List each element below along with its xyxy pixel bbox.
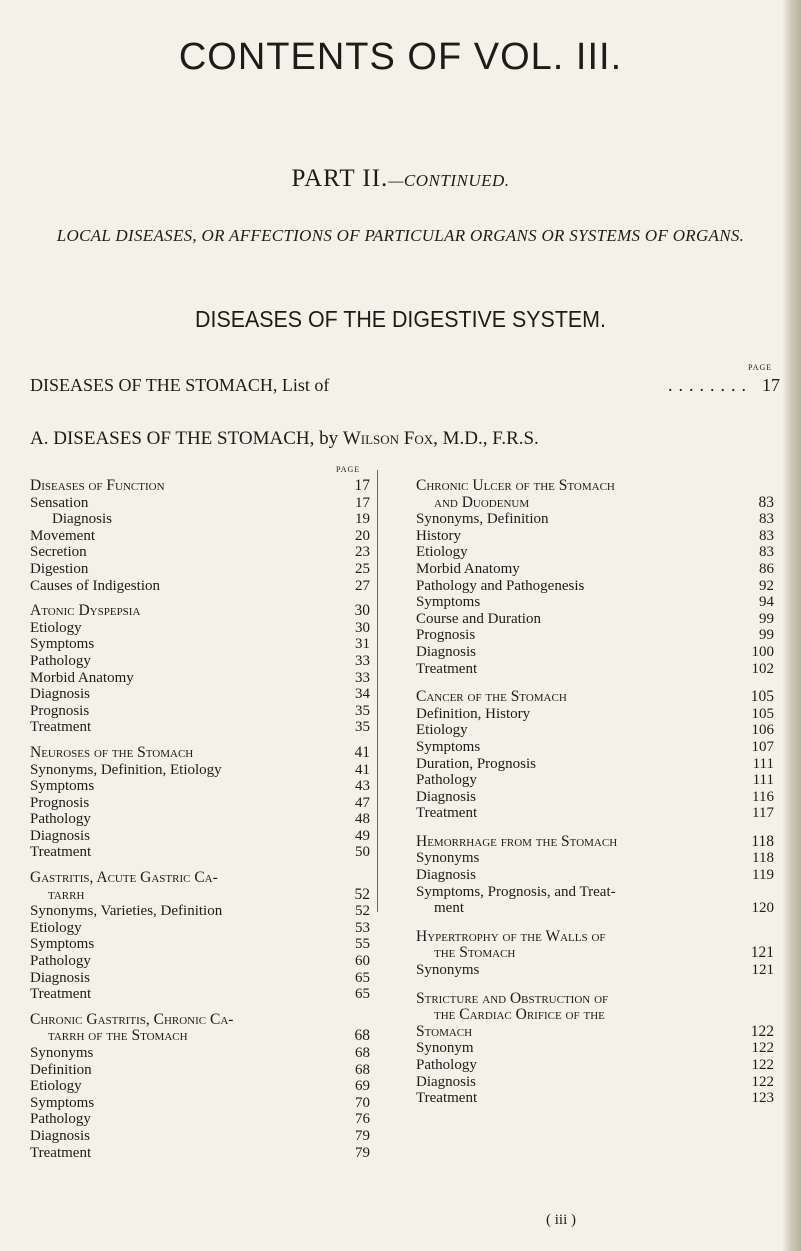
toc-entry-title: Prognosis [30, 702, 90, 719]
toc-entry [30, 1028, 370, 1045]
section-heading: DISEASES OF THE DIGESTIVE SYSTEM. [195, 306, 606, 332]
toc-entry [30, 970, 370, 987]
toc-entry-page: 19 [355, 511, 370, 528]
toc-entry-title: Diagnosis [30, 686, 90, 703]
toc-entry [416, 722, 774, 739]
toc-entry-title: Diagnosis [416, 867, 476, 884]
toc-entry-title: Symptoms [30, 1094, 95, 1111]
toc-entry-title: Stomach [416, 1022, 473, 1040]
toc-entry-page: 106 [751, 722, 774, 739]
toc-entry-title: Synonyms [30, 1045, 94, 1061]
author-line [30, 428, 790, 450]
author-prefix: A. DISEASES OF THE STOMACH, by [30, 428, 339, 449]
toc-entry-title: Treatment [30, 719, 92, 736]
toc-entry-title: Hypertrophy of the Walls of [416, 927, 606, 945]
toc-entry-title: Symptoms, Prognosis, and Treat- [416, 883, 616, 900]
toc-entry [30, 1045, 370, 1062]
toc-entry-page: 79 [355, 1144, 370, 1161]
toc-entry-page: 118 [751, 832, 774, 850]
toc-entry-page: 111 [752, 755, 774, 772]
toc-entry [30, 903, 370, 920]
toc-entry-title: Pathology [30, 652, 91, 669]
toc-entry-title: Prognosis [30, 794, 90, 811]
list-of-line [30, 375, 780, 396]
toc-entry-title: Synonyms, Varieties, Definition [30, 903, 223, 920]
toc-entry-page: 23 [355, 544, 370, 561]
toc-entry [30, 544, 370, 561]
toc-entry [416, 739, 774, 756]
toc-entry-title: Definition [30, 1061, 92, 1078]
toc-entry [30, 1078, 370, 1095]
toc-entry-page: 117 [752, 805, 774, 822]
toc-entry-title: Chronic Gastritis, Chronic Ca- [30, 1010, 234, 1028]
toc-entry-page: 35 [355, 719, 370, 736]
toc-entry [416, 991, 774, 1008]
toc-entry [416, 627, 774, 644]
toc-entry-page: 43 [355, 778, 370, 795]
toc-entry [30, 1111, 370, 1128]
toc-entry [416, 850, 774, 867]
toc-entry-title: History [416, 527, 461, 544]
toc-entry [30, 653, 370, 670]
toc-entry-title: Treatment [30, 1144, 92, 1161]
toc-entry-page: 20 [355, 527, 370, 544]
toc-entry [416, 1007, 774, 1024]
toc-entry-title: Symptoms [416, 594, 481, 611]
toc-entry-title: Stricture and Obstruction of [416, 989, 609, 1007]
toc-entry-title: Etiology [30, 919, 82, 936]
toc-entry-title: Etiology [30, 1078, 82, 1095]
toc-entry-title: Symptoms [30, 636, 95, 653]
toc-entry-page: 70 [355, 1094, 370, 1111]
toc-entry [30, 795, 370, 812]
toc-entry-page: 116 [752, 788, 774, 805]
toc-entry-title: Diagnosis [416, 1073, 476, 1090]
toc-entry-title: Treatment [416, 1090, 478, 1107]
author-name: Wilson Fox [342, 428, 434, 449]
toc-entry-title: Diagnosis [416, 643, 476, 660]
toc-entry-title: Morbid Anatomy [416, 560, 520, 577]
toc-entry-title: Synonym [416, 1040, 474, 1057]
list-of-text: DISEASES OF THE STOMACH, List of [30, 375, 330, 395]
toc-entry [30, 920, 370, 937]
toc-entry-page: 30 [354, 602, 370, 620]
toc-entry [416, 578, 774, 595]
toc-entry [30, 478, 370, 495]
toc-entry-page: 83 [758, 493, 774, 511]
toc-entry-title: Definition, History [416, 705, 531, 722]
column-divider [377, 470, 378, 912]
toc-entry-title: Pathology [416, 1057, 477, 1073]
toc-entry-title: ment [434, 900, 464, 917]
toc-entry [30, 511, 370, 528]
toc-entry [416, 867, 774, 884]
toc-entry [416, 689, 774, 706]
toc-entry [30, 778, 370, 795]
toc-entry [30, 670, 370, 687]
toc-entry [30, 936, 370, 953]
toc-entry-page: 41 [354, 743, 370, 761]
toc-entry-title: Treatment [30, 844, 92, 861]
toc-entry [416, 789, 774, 806]
toc-entry-title: Cancer of the Stomach [416, 688, 567, 706]
toc-entry-page: 99 [759, 627, 774, 644]
toc-entry [30, 636, 370, 653]
toc-entry-title: Pathology [30, 811, 91, 828]
toc-entry [30, 1012, 370, 1029]
toc-entry-title: Pathology and Pathogenesis [416, 577, 585, 594]
toc-entry [30, 603, 370, 620]
toc-entry [416, 478, 774, 495]
toc-entry [416, 945, 774, 962]
toc-entry-page: 35 [355, 702, 370, 719]
toc-entry-page: 120 [751, 900, 774, 917]
toc-entry-title: Prognosis [416, 627, 476, 644]
toc-entry-title: Digestion [30, 560, 89, 577]
toc-entry-page: 53 [355, 919, 370, 936]
toc-entry-title: Symptoms [30, 936, 95, 953]
toc-entry-title: and Duodenum [434, 493, 530, 511]
toc-entry-title: Diagnosis [416, 788, 476, 805]
toc-entry-page: 105 [750, 688, 774, 706]
toc-entry [416, 900, 774, 917]
leader-dots: ........ [668, 375, 752, 395]
toc-entry [416, 594, 774, 611]
right-column [416, 478, 774, 1107]
toc-entry-title: Pathology [30, 953, 91, 970]
toc-entry [30, 811, 370, 828]
toc-entry-title: Atonic Dyspepsia [30, 602, 141, 620]
toc-entry [416, 644, 774, 661]
toc-entry-title: Synonyms, Definition, Etiology [30, 761, 222, 778]
toc-entry-title: Movement [30, 527, 95, 544]
toc-entry-page: 122 [751, 1073, 774, 1090]
toc-entry [416, 1074, 774, 1091]
toc-entry-page: 41 [355, 761, 370, 778]
part-heading [0, 165, 801, 193]
toc-entry-title: Hemorrhage from the Stomach [416, 832, 618, 850]
toc-entry [416, 544, 774, 561]
toc-entry-title: Diseases of Function [30, 477, 165, 494]
toc-entry-page: 27 [355, 577, 370, 594]
toc-entry-page: 79 [355, 1127, 370, 1144]
left-page-column-label: PAGE [336, 465, 361, 474]
toc-entry-title: Treatment [416, 805, 478, 822]
toc-entry-page: 122 [751, 1057, 774, 1073]
toc-entry [30, 703, 370, 720]
toc-entry [416, 706, 774, 723]
toc-entry-page: 92 [759, 577, 774, 594]
toc-entry-title: Synonyms [416, 850, 480, 867]
toc-entry [30, 528, 370, 545]
toc-entry [30, 578, 370, 595]
toc-entry-page: 111 [752, 772, 774, 789]
part-continued: —CONTINUED. [388, 171, 510, 190]
toc-entry-page: 94 [759, 594, 774, 611]
toc-entry [30, 986, 370, 1003]
toc-entry-title: the Stomach [434, 944, 516, 962]
toc-entry [30, 686, 370, 703]
toc-entry [30, 561, 370, 578]
toc-entry-title: Symptoms [30, 778, 95, 795]
toc-entry-title: Diagnosis [52, 511, 112, 528]
list-of-page: 17 [762, 375, 780, 395]
toc-entry-page: 122 [750, 1022, 774, 1040]
toc-entry-title: Etiology [416, 722, 468, 739]
toc-entry [30, 620, 370, 637]
toc-entry-page: 52 [355, 903, 370, 920]
toc-entry-page: 33 [355, 669, 370, 686]
toc-entry-page: 68 [354, 1027, 370, 1045]
toc-entry-title: Treatment [30, 986, 92, 1003]
toc-entry [30, 719, 370, 736]
toc-entry-title: Course and Duration [416, 610, 541, 627]
toc-entry-page: 100 [751, 643, 774, 660]
toc-entry-page: 34 [355, 686, 370, 703]
toc-entry [30, 762, 370, 779]
left-column [30, 478, 370, 1161]
toc-entry-title: Diagnosis [30, 969, 90, 986]
toc-entry [416, 929, 774, 946]
toc-entry-page: 119 [752, 867, 774, 884]
toc-entry-page: 55 [355, 936, 370, 953]
toc-entry-page: 65 [355, 986, 370, 1003]
page-column-label: PAGE [748, 363, 773, 372]
toc-entry-page: 83 [759, 527, 774, 544]
toc-entry-page: 86 [759, 560, 774, 577]
toc-entry [30, 1062, 370, 1079]
toc-entry-page: 102 [751, 660, 774, 677]
part-subtitle: LOCAL DISEASES, OR AFFECTIONS OF PARTICULAR ORGANS OR SYSTEMS OF ORGANS. [56, 226, 745, 245]
toc-entry-page: 68 [355, 1045, 370, 1061]
toc-entry [416, 834, 774, 851]
toc-entry [30, 745, 370, 762]
toc-entry [30, 1128, 370, 1145]
author-suffix: , M.D., F.R.S. [433, 428, 539, 449]
toc-entry-page: 83 [759, 544, 774, 561]
toc-entry-title: the Cardiac Orifice of the [434, 1006, 605, 1024]
toc-entry [30, 953, 370, 970]
toc-entry-page: 107 [751, 738, 774, 755]
toc-entry-title: Etiology [416, 544, 468, 561]
page-title: CONTENTS OF VOL. III. [178, 36, 623, 78]
toc-entry [416, 561, 774, 578]
toc-entry [30, 844, 370, 861]
toc-entry [30, 828, 370, 845]
toc-entry-title: Secretion [30, 544, 87, 561]
toc-entry-page: 25 [355, 560, 370, 577]
toc-entry [416, 528, 774, 545]
toc-entry-page: 76 [355, 1111, 370, 1128]
toc-entry-title: Treatment [416, 660, 478, 677]
toc-entry [30, 1095, 370, 1112]
toc-entry-page: 48 [355, 811, 370, 828]
toc-entry-page: 50 [355, 844, 370, 861]
toc-entry-title: Causes of Indigestion [30, 577, 160, 594]
toc-entry-page: 17 [355, 494, 370, 511]
toc-entry-page: 122 [751, 1040, 774, 1057]
toc-entry-page: 31 [355, 636, 370, 653]
part-label: PART II. [291, 165, 389, 192]
toc-entry [416, 1057, 774, 1074]
toc-entry-title: Neuroses of the Stomach [30, 743, 194, 761]
toc-entry [416, 805, 774, 822]
toc-entry-title: Symptoms [416, 738, 481, 755]
toc-entry-page: 68 [355, 1061, 370, 1078]
toc-entry-title: Diagnosis [30, 827, 90, 844]
toc-entry [30, 870, 370, 887]
toc-entry-title: tarrh [48, 885, 85, 903]
toc-entry [30, 887, 370, 904]
toc-entry-title: Diagnosis [30, 1127, 90, 1144]
toc-entry-page: 60 [355, 953, 370, 970]
toc-entry [416, 495, 774, 512]
toc-entry-title: Chronic Ulcer of the Stomach [416, 477, 615, 494]
toc-entry-title: Pathology [30, 1111, 91, 1128]
toc-entry-page: 99 [759, 610, 774, 627]
toc-entry [416, 884, 774, 901]
toc-entry [416, 962, 774, 979]
toc-entry-title: Sensation [30, 494, 89, 511]
toc-entry-page: 17 [354, 477, 370, 494]
toc-entry-page: 30 [355, 619, 370, 636]
page-number: ( iii ) [546, 1212, 576, 1228]
toc-entry-page: 105 [751, 705, 774, 722]
toc-entry-title: Duration, Prognosis [416, 755, 536, 772]
toc-entry-title: Etiology [30, 619, 82, 636]
toc-entry-page: 121 [750, 944, 774, 962]
toc-entry [416, 661, 774, 678]
toc-entry-page: 69 [355, 1078, 370, 1095]
toc-entry [30, 1145, 370, 1162]
toc-entry-title: Pathology [416, 772, 477, 789]
toc-entry [416, 611, 774, 628]
toc-entry-page: 65 [355, 969, 370, 986]
toc-entry-title: Synonyms, Definition [416, 511, 549, 528]
toc-entry [416, 1090, 774, 1107]
toc-entry-page: 52 [354, 885, 370, 903]
toc-entry [416, 756, 774, 773]
toc-entry-page: 49 [355, 827, 370, 844]
toc-entry-page: 47 [355, 794, 370, 811]
toc-entry-page: 83 [759, 511, 774, 528]
toc-entry-title: Gastritis, Acute Gastric Ca- [30, 869, 218, 887]
toc-entry-page: 123 [751, 1090, 774, 1107]
toc-entry-page: 121 [751, 962, 774, 979]
toc-entry-page: 118 [752, 850, 774, 867]
toc-entry-title: tarrh of the Stomach [48, 1027, 188, 1045]
toc-entry [30, 495, 370, 512]
toc-entry-page: 33 [355, 652, 370, 669]
toc-entry [416, 1024, 774, 1041]
toc-entry [416, 511, 774, 528]
toc-entry [416, 1040, 774, 1057]
toc-entry [416, 772, 774, 789]
toc-entry-title: Morbid Anatomy [30, 669, 134, 686]
toc-entry-title: Synonyms [416, 962, 480, 979]
